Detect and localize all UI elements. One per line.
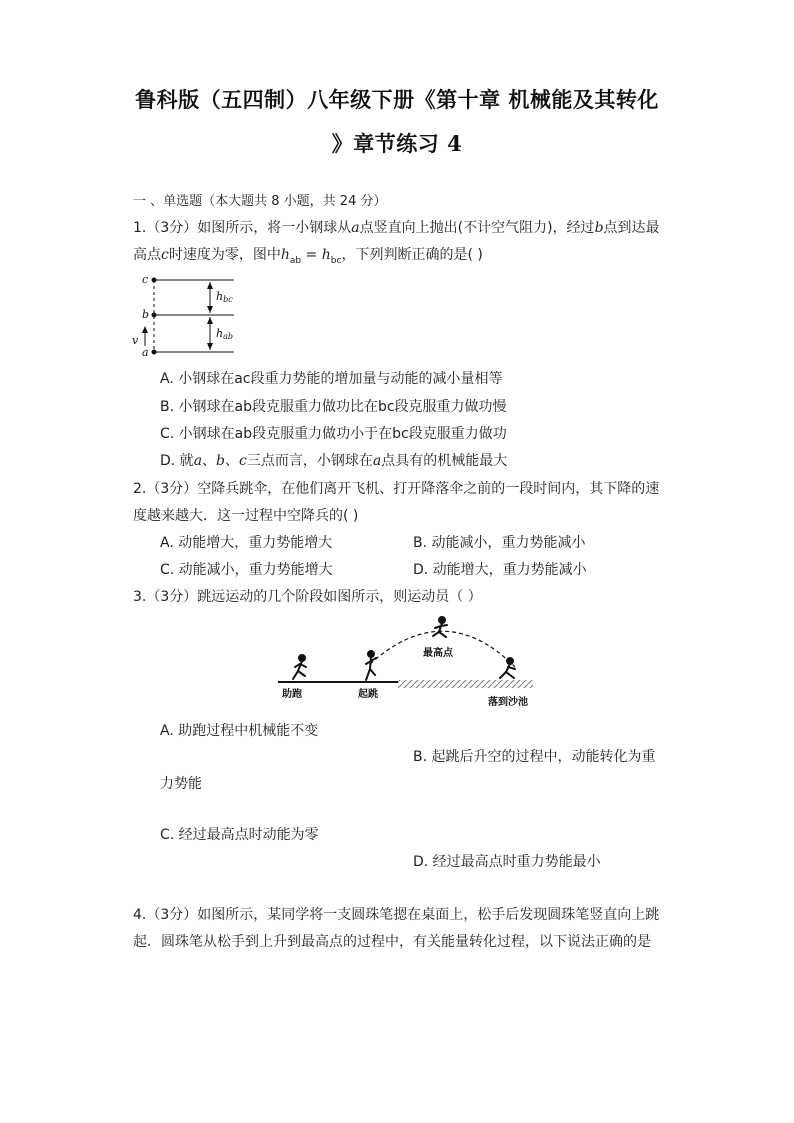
point-c (152, 278, 157, 283)
q1-option-a: A. 小钢球在ac段重力势能的增加量与动能的减小量相等 (160, 371, 503, 387)
section-header: 一 、单选题（本大题共 8 小题，共 24 分） (133, 194, 387, 209)
q2-option-a: A. 动能增大，重力势能增大 (160, 535, 333, 551)
label-v: v (132, 334, 139, 347)
label-land: 落到沙池 (488, 697, 528, 708)
q1-line2: 高点c时速度为零，图中$h_{ab} = h_{bc}$，下列判断正确的是( ) (133, 247, 483, 266)
runner-figure (293, 655, 306, 679)
q2-option-b: B. 动能减小，重力势能减小 (413, 535, 586, 551)
q1-line1: 1.（3分）如图所示，将一小钢球从a点竖直向上抛出(不计空气阻力)，经过b点到达最 (133, 220, 660, 236)
q1-height-diagram (130, 268, 250, 363)
point-b (152, 313, 157, 318)
q3-option-a: A. 助跑过程中机械能不变 (160, 723, 319, 739)
label-c: c (142, 273, 149, 286)
label-run: 助跑 (282, 689, 302, 700)
label-a: a (142, 346, 149, 359)
doc-title-line1: 鲁科版（五四制）八年级下册《第十章 机械能及其转化 (135, 87, 659, 112)
q4-line1: 4.（3分）如图所示，某同学将一支圆珠笔摁在桌面上，松手后发现圆珠笔竖直向上跳 (133, 907, 660, 923)
q2-line1: 2.（3分）空降兵跳伞，在他们离开飞机、打开降落伞之前的一段时间内，其下降的速 (133, 481, 660, 497)
q1-option-b: B. 小钢球在ab段克服重力做功比在bc段克服重力做功慢 (160, 399, 507, 415)
q1-option-d: D. 就a、b、c三点而言，小钢球在a点具有的机械能最大 (160, 453, 508, 469)
sand-pit (398, 680, 533, 688)
label-hab: hab (216, 327, 233, 341)
point-a (152, 350, 157, 355)
landing-figure (500, 658, 515, 678)
q3-option-d: D. 经过最高点时重力势能最小 (413, 854, 601, 870)
q4-line2: 起．圆珠笔从松手到上升到最高点的过程中，有关能量转化过程，以下说法正确的是 (133, 934, 651, 950)
q2-option-d: D. 动能增大，重力势能减小 (413, 562, 587, 578)
q3-long-jump-diagram (270, 612, 540, 712)
doc-title-line2: 》章节练习 4 (331, 131, 463, 156)
q3-line1: 3.（3分）跳远运动的几个阶段如图所示，则运动员（ ） (133, 589, 482, 605)
q2-line2: 度越来越大．这一过程中空降兵的( ) (133, 508, 359, 524)
takeoff-figure (366, 651, 376, 680)
label-peak: 最高点 (423, 648, 453, 659)
label-b: b (142, 308, 150, 321)
q3-option-b-line2: 力势能 (160, 776, 202, 792)
label-hbc: hbc (216, 290, 233, 304)
q3-option-c: C. 经过最高点时动能为零 (160, 827, 319, 843)
label-jump: 起跳 (358, 689, 378, 700)
peak-figure (433, 617, 447, 637)
q1-option-c: C. 小钢球在ab段克服重力做功小于在bc段克服重力做功 (160, 426, 507, 442)
q2-option-c: C. 动能减小，重力势能增大 (160, 562, 333, 578)
q3-option-b-line1: B. 起跳后升空的过程中，动能转化为重 (413, 749, 656, 765)
